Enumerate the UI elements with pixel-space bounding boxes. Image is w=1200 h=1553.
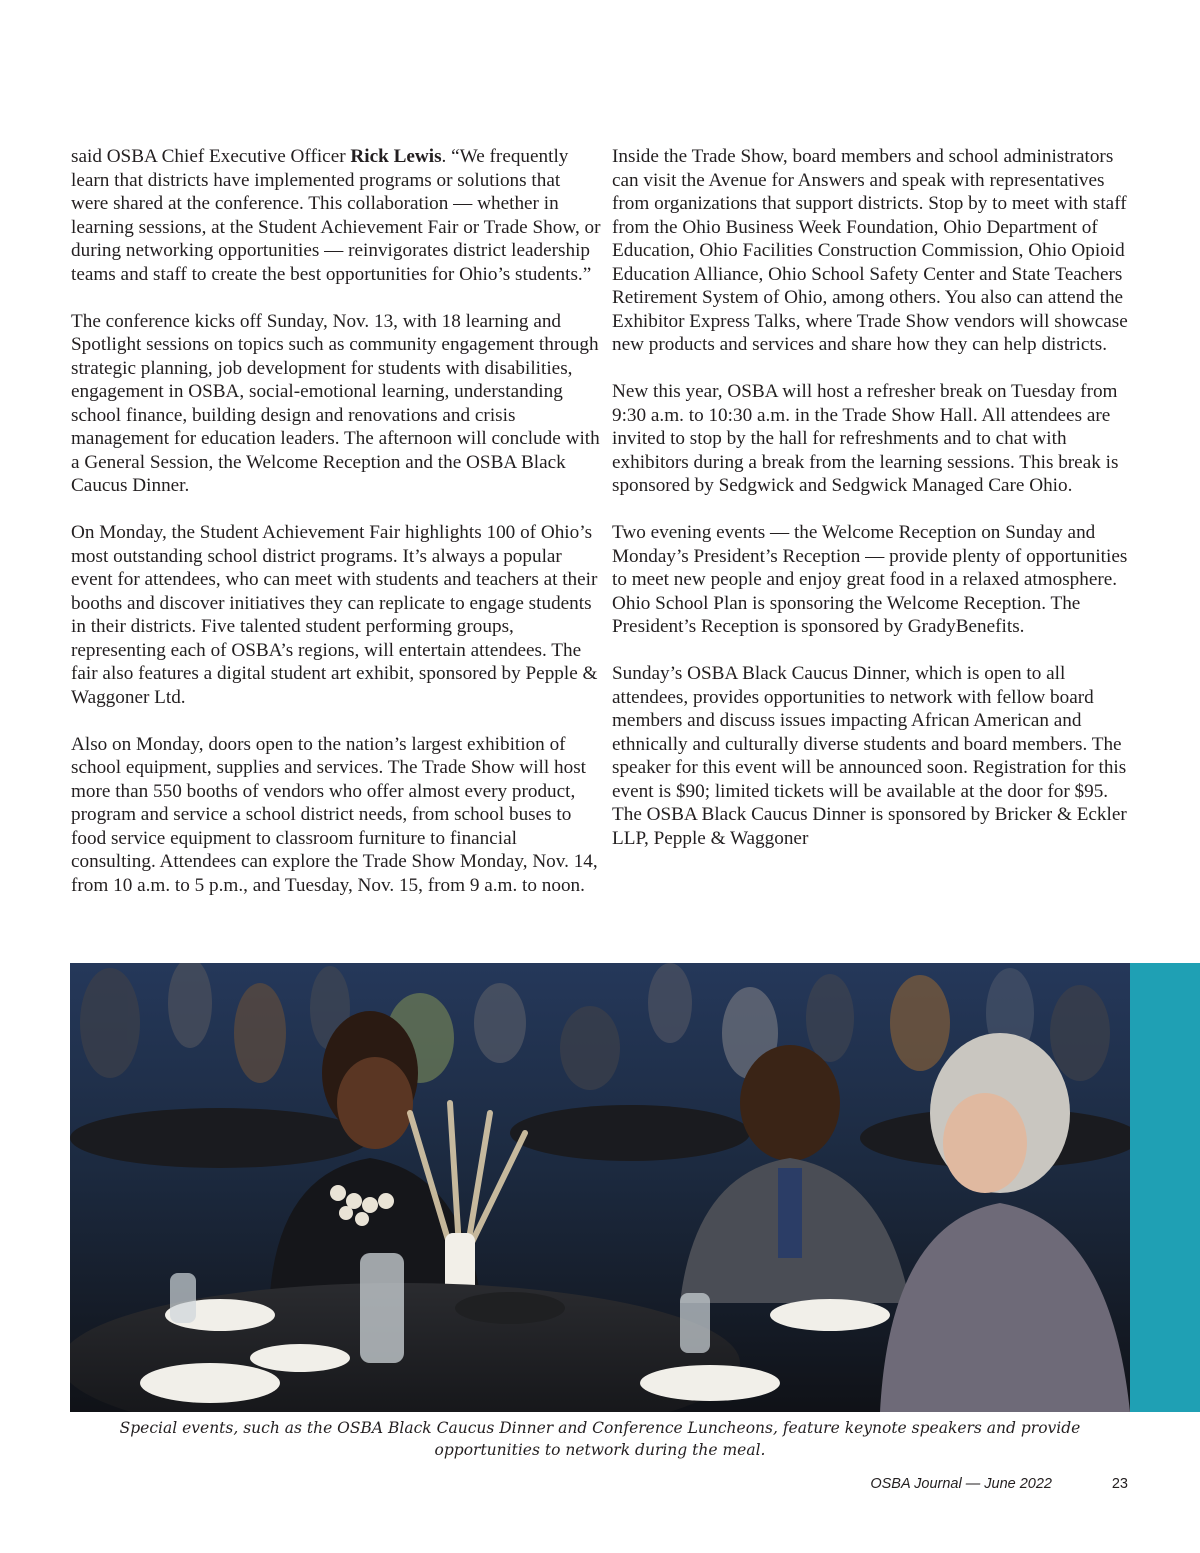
footer-journal-title: OSBA Journal — June 2022	[870, 1476, 1052, 1492]
right-column	[612, 145, 1137, 850]
quote-intro: said OSBA Chief Executive Officer	[71, 146, 351, 167]
left-paragraph-1	[71, 145, 601, 286]
left-paragraph-4: Also on Monday, doors open to the nation’s largest exhibition of school equipment, supplies and services. The Trade Show will host more than 550 booths of vendors who offer almost every product, program and service a school district needs, from school buses to food service equipment to classroom furniture to financial consulting. Attendees can explore the Trade Show Monday, Nov. 14, from 10 a.m. to 5 p.m., and Tuesday, Nov. 15, from 9 a.m. to noon.	[71, 733, 598, 896]
right-paragraph-3: Two evening events — the Welcome Reception on Sunday and Monday’s President’s Reception — provide plenty of opportunities to meet new people and enjoy great food in a relaxed atmosphere. Ohio School Plan is sponsoring the Welcome Reception. The President’s Reception is sponsored by GradyBenefits.	[612, 522, 1128, 637]
page-number: 23	[1111, 1476, 1128, 1492]
left-paragraph-3: On Monday, the Student Achievement Fair highlights 100 of Ohio’s most outstanding school district programs. It’s always a popular event for attendees, who can meet with students and teachers at their booths and discover initiatives they can replicate to engage students in their districts. Five talented student performing groups, representing each of OSBA’s regions, will entertain attendees. The fair also features a digital student art exhibit, sponsored by Pepple & Waggoner Ltd.	[71, 522, 598, 708]
right-paragraph-4: Sunday’s OSBA Black Caucus Dinner, which is open to all attendees, provides opportunities to network with fellow board members and discuss issues impacting African American and ethnically and culturally diverse students and board members. The speaker for this event will be announced soon. Registration for this event is $90; limited tickets will be available at the door for $95. The OSBA Black Caucus Dinner is sponsored by Bricker & Eckler LLP, Pepple & Waggoner	[612, 663, 1127, 849]
photo-caption: Special events, such as the OSBA Black Caucus Dinner and Conference Luncheons, feature keynote speakers and provide opportunities to network during the meal.	[119, 1419, 1081, 1459]
right-paragraph-1: Inside the Trade Show, board members and school administrators can visit the Avenue for Answers and speak with representatives from organizations that support districts. Stop by to meet with staff from the Ohio Business Week Foundation, Ohio Department of Education, Ohio Facilities Construction Commission, Ohio Opioid Education Alliance, Ohio School Safety Center and State Teachers Retirement System of Ohio, among others. You also can attend the Exhibitor Express Talks, where Trade Show vendors will showcase new products and services and share how they can help districts.	[612, 146, 1128, 355]
event-photo	[70, 963, 1130, 1412]
speaker-name: Rick Lewis	[350, 146, 442, 167]
right-paragraph-2: New this year, OSBA will host a refresher break on Tuesday from 9:30 a.m. to 10:30 a.m. in the Trade Show Hall. All attendees are invited to stop by the hall for refreshments and to chat with exhibitors during a break from the learning sessions. This break is sponsored by Sedgwick and Sedgwick Managed Care Ohio.	[612, 381, 1119, 496]
quote-body: . “We frequently learn that districts have implemented programs or solutions that were shared at the conference. This collaboration — whether in learning sessions, at the Student Achievement Fair or Trade Show, or during networking opportunities — reinvigorates district leadership teams and staff to create the best opportunities for Ohio’s students.”	[71, 146, 601, 285]
left-paragraph-2: The conference kicks off Sunday, Nov. 13, with 18 learning and Spotlight sessions on topics such as community engagement through strategic planning, job development for students with disabilities, engagement in OSBA, social-emotional learning, understanding school finance, building design and renovations and crisis management for education leaders. The afternoon will conclude with a General Session, the Welcome Reception and the OSBA Black Caucus Dinner.	[71, 310, 600, 496]
accent-bar	[1130, 963, 1200, 1412]
event-photo-illustration	[70, 963, 1130, 1412]
left-column	[71, 145, 601, 897]
